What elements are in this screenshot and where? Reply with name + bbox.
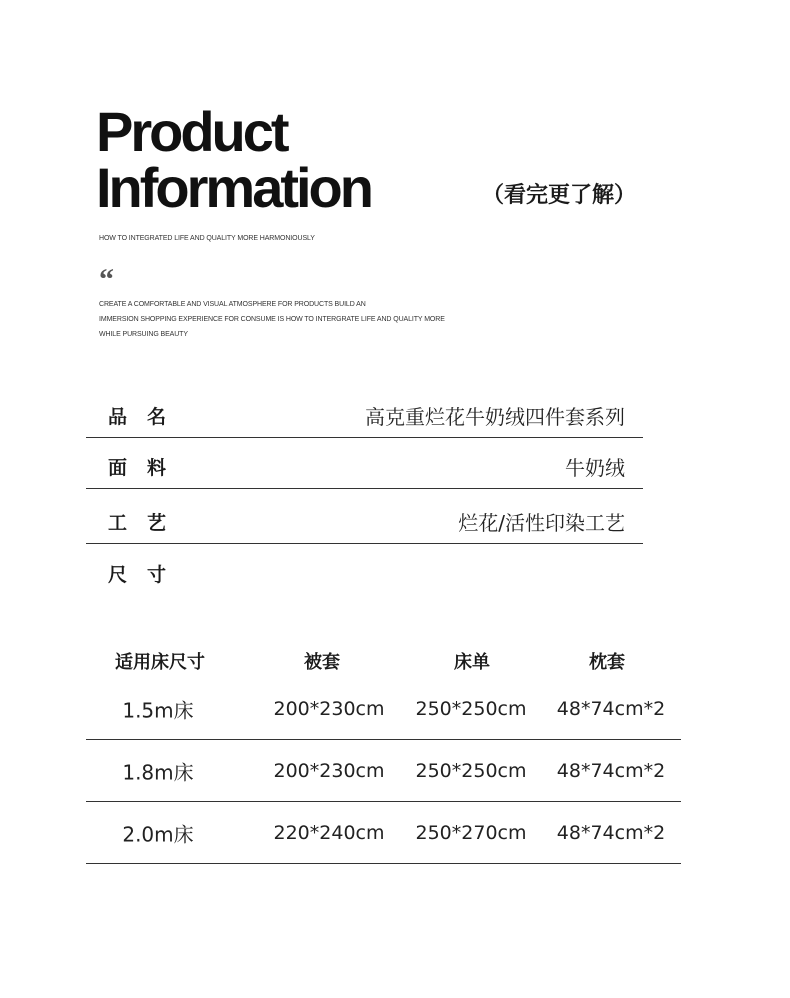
size-table-header: 适用床尺寸: [115, 652, 205, 673]
table-row: [86, 803, 681, 864]
table-cell-bed: 2.0m床: [122, 822, 194, 847]
quote-icon: “: [99, 263, 114, 296]
table-cell-bed: 1.8m床: [122, 760, 194, 785]
table-cell-pillowcase: 48*74cm*2: [556, 698, 666, 720]
table-cell-pillowcase: 48*74cm*2: [556, 760, 666, 782]
page-subtitle: （看完更了解）: [482, 183, 637, 208]
page-title-line-1: Product: [96, 100, 287, 163]
size-table-header: 被套: [304, 652, 340, 673]
table-cell-sheet: 250*250cm: [415, 760, 527, 782]
spec-row-name: [86, 387, 643, 438]
spec-row-material: [86, 438, 643, 489]
size-table-header: 床单: [454, 652, 490, 673]
spec-label: 面料: [108, 457, 187, 479]
table-cell-sheet: 250*270cm: [415, 822, 527, 844]
table-cell-pillowcase: 48*74cm*2: [556, 822, 666, 844]
spec-value: 烂花/活性印染工艺: [458, 511, 625, 535]
table-cell-sheet: 250*250cm: [415, 698, 527, 720]
table-cell-duvet: 220*240cm: [273, 822, 385, 844]
table-cell-duvet: 200*230cm: [273, 760, 385, 782]
spec-row-craft: [86, 493, 643, 544]
spec-label: 尺寸: [108, 564, 187, 586]
size-table-header: 枕套: [589, 652, 625, 673]
description-line: WHILE PURSUING BEAUTY: [99, 331, 188, 338]
description-line: CREATE A COMFORTABLE AND VISUAL ATMOSPHERE FOR PRODUCTS BUILD AN: [99, 301, 366, 308]
table-row: [86, 741, 681, 802]
description-line: IMMERSION SHOPPING EXPERIENCE FOR CONSUME IS HOW TO INTERGRATE LIFE AND QUALITY MORE: [99, 316, 445, 323]
tagline: HOW TO INTEGRATED LIFE AND QUALITY MORE HARMONIOUSLY: [99, 235, 315, 242]
spec-label: 工艺: [108, 512, 187, 534]
table-cell-duvet: 200*230cm: [273, 698, 385, 720]
table-cell-bed: 1.5m床: [122, 698, 194, 723]
table-row: [86, 679, 681, 740]
spec-row-size: [86, 545, 643, 595]
page-title-line-2: Information: [96, 156, 371, 219]
spec-value: 牛奶绒: [565, 456, 625, 480]
spec-label: 品名: [108, 406, 187, 428]
spec-value: 高克重烂花牛奶绒四件套系列: [365, 405, 625, 429]
